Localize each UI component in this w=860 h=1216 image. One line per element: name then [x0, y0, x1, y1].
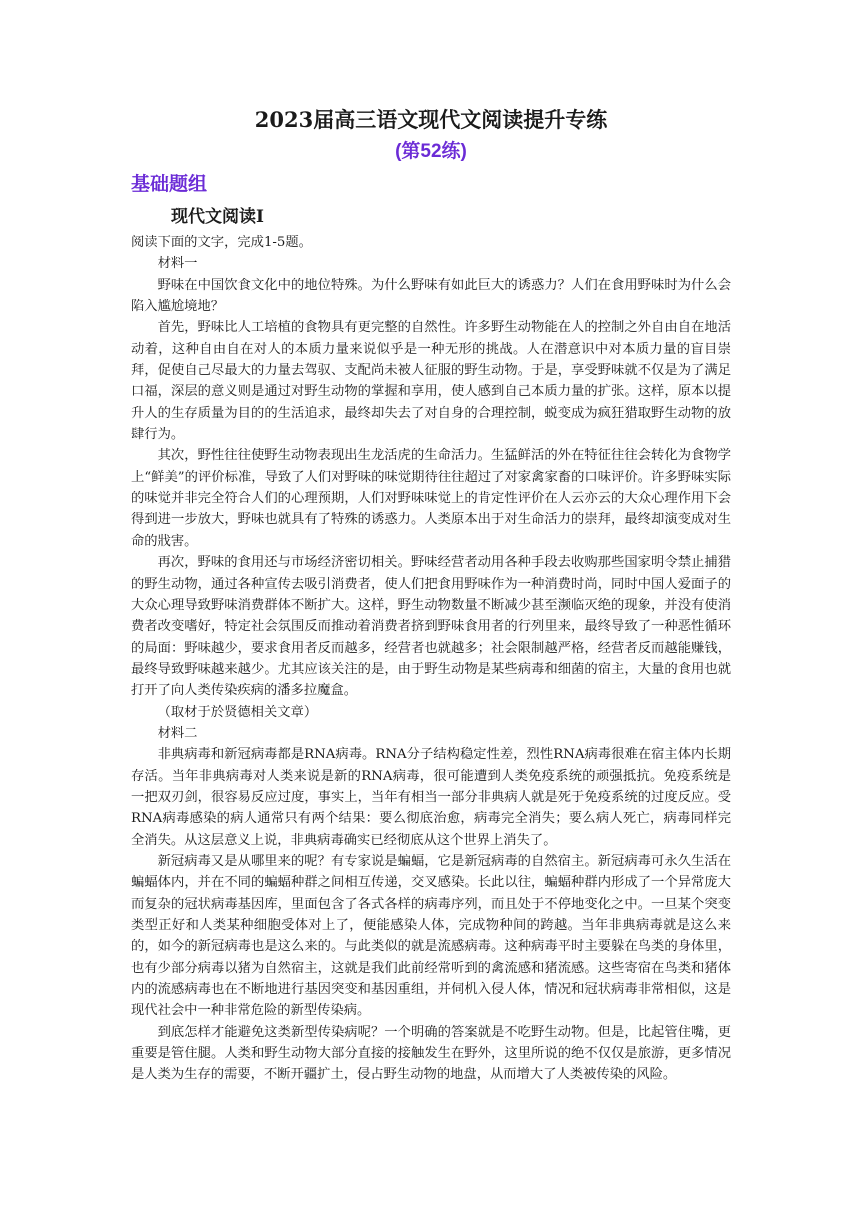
- material-two-paragraph-1: 非典病毒和新冠病毒都是RNA病毒。RNA分子结构稳定性差，烈性RNA病毒很难在宿主体内长期存活。当年非典病毒对人类来说是新的RNA病毒，很可能遭到人类免疫系统的顽强抵抗。免疫系统是一把双刃剑，很容易反应过度，事实上，当年有相当一部分非典病人就是死于免疫系统的过度反应。受RNA病毒感染的病人通常只有两个结果：要么彻底治愈，病毒完全消失；要么病人死亡，病毒同样完全消失。从这层意义上说，非典病毒确实已经彻底从这个世界上消失了。: [131, 747, 731, 848]
- document-page: [131, 104, 731, 1086]
- section-heading: 现代文阅读Ⅰ: [171, 207, 264, 227]
- instruction-text: 阅读下面的文字，完成1-5题。: [131, 235, 312, 250]
- material-one-paragraph-3: 其次，野性往往使野生动物表现出生龙活虎的生命活力。生猛鲜活的外在特征往往会转化为食物学上“鲜美”的评价标准，导致了人们对野味的味觉期待往往超过了对家禽家畜的口味评价。许多野味实际的味觉并非完全符合人们的心理预期，人们对野味味觉上的肯定性评价在人云亦云的大众心理作用下会得到进一步放大，野味也就具有了特殊的诱惑力。人类原本出于对生命活力的崇拜，最终却演变成对生命的戕害。: [131, 448, 731, 549]
- material-two-paragraph-2: 新冠病毒又是从哪里来的呢？有专家说是蝙蝠，它是新冠病毒的自然宿主。新冠病毒可永久生活在蝙蝠体内，并在不同的蝙蝠种群之间相互传递，交叉感染。长此以往，蝙蝠种群内形成了一个异常庞大而复杂的冠状病毒基因库，里面包含了各式各样的病毒序列，而且处于不停地变化之中。一旦某个突变类型正好和人类某种细胞受体对上了，便能感染人体，完成物种间的跨越。当年非典病毒就是这么来的，如今的新冠病毒也是这么来的。与此类似的就是流感病毒。这种病毒平时主要躲在鸟类的身体里，也有少部分病毒以猪为自然宿主，这就是我们此前经常听到的禽流感和猪流感。这些寄宿在鸟类和猪体内的流感病毒也在不断地进行基因突变和基因重组，并伺机入侵人体，情况和冠状病毒非常相似，这是现代社会中一种非常危险的新型传染病。: [131, 853, 731, 1019]
- material-one-paragraph-1: 野味在中国饮食文化中的地位特殊。为什么野味有如此巨大的诱惑力？人们在食用野味时为什么会陷入尴尬境地？: [131, 277, 731, 315]
- material-one-paragraph-2: 首先，野味比人工培植的食物具有更完整的自然性。许多野生动物能在人的控制之外自由自在地活动着，这种自由自在对人的本质力量来说似乎是一种无形的挑战。人在潜意识中对本质力量的盲目崇拜，促使自己尽最大的力量去驾驭、支配尚未被人征服的野生动物。于是，享受野味就不仅是为了满足口福，深层的意义则是通过对野生动物的掌握和享用，使人感到自己本质力量的扩张。这样，原本以提升人的生存质量为目的的生活追求，最终却失去了对自身的合理控制，蜕变成为疯狂猎取野生动物的放肆行为。: [131, 320, 731, 443]
- material-one-label: 材料一: [157, 256, 198, 272]
- source-note: （取材于於贤德相关文章）: [157, 704, 318, 720]
- document-subtitle: (第52练): [395, 141, 467, 162]
- material-one-paragraph-4: 再次，野味的食用还与市场经济密切相关。野味经营者动用各种手段去收购那些国家明令禁止捕猎的野生动物，通过各种宣传去吸引消费者，使人们把食用野味作为一种消费时尚，同时中国人爱面子的大众心理导致野味消费群体不断扩大。这样，野生动物数量不断减少甚至濒临灭绝的现象，并没有使消费者改变嗜好，特定社会氛围反而推动着消费者挤到野味食用者的行列里来，最终导致了一种恶性循环的局面：野味越少，要求食用者反而越多，经营者也就越多；社会限制越严格，经营者反而越能赚钱，最终导致野味越来越少。尤其应该关注的是，由于野生动物是某些病毒和细菌的宿主，大量的食用也就打开了向人类传染疾病的潘多拉魔盒。: [131, 555, 731, 699]
- material-two-label: 材料二: [157, 725, 198, 741]
- group-heading: 基础题组: [131, 174, 208, 195]
- document-title: 2023届高三语文现代文阅读提升专练: [254, 107, 608, 132]
- material-two-paragraph-3: 到底怎样才能避免这类新型传染病呢？一个明确的答案就是不吃野生动物。但是，比起管住嘴，更重要是管住腿。人类和野生动物大部分直接的接触发生在野外，这里所说的绝不仅仅是旅游，更多情况是人类为生存的需要，不断开疆扩土，侵占野生动物的地盘，从而增大了人类被传染的风险。: [131, 1024, 731, 1083]
